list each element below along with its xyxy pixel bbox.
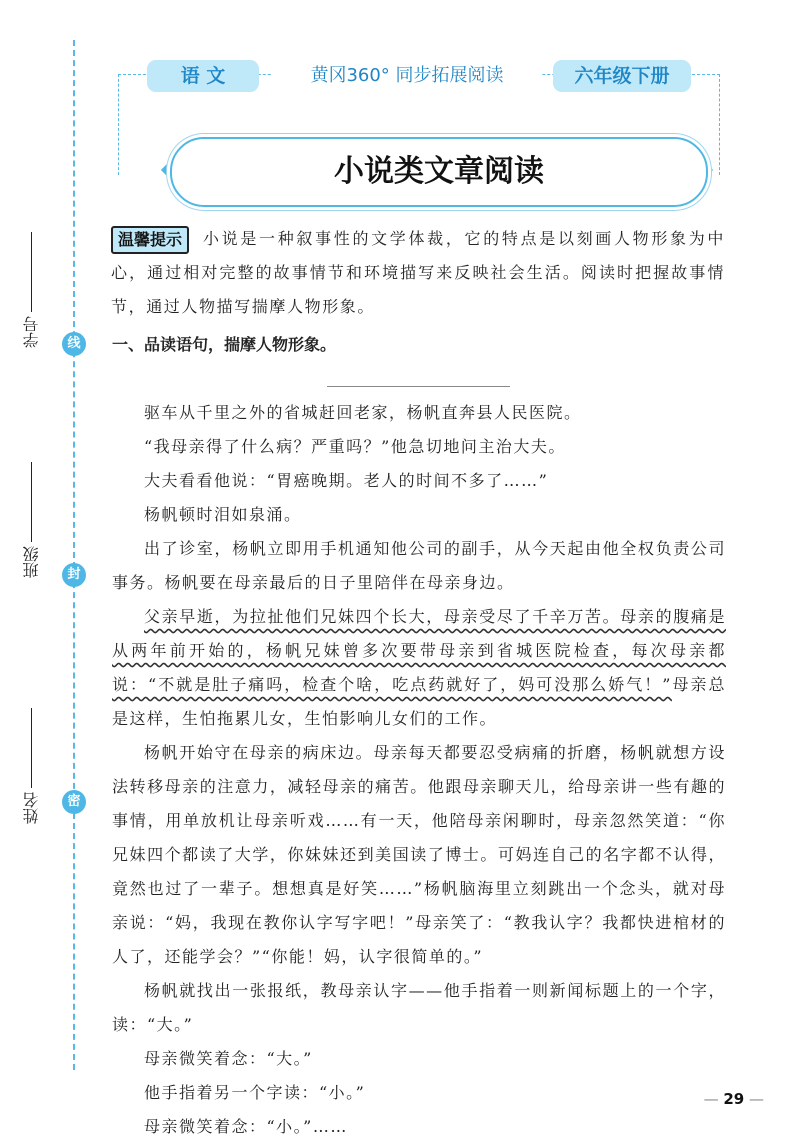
student-number-label: 学号 bbox=[22, 316, 41, 348]
story-paragraph-7: 杨帆开始守在母亲的病床边。母亲每天都要忍受病痛的折磨，杨帆就想方设法转移母亲的注意力，减轻母亲的痛苦。他跟母亲聊天儿，给母亲讲一些有趣的事情，用单放机让母亲听戏……有一天，他陪母亲闲聊时，母亲忽然笑道：“你兄妹四个都读了大学，你妹妹还到美国读了博士。可妈连自己的名字都不认得，竟然也过了一辈子。想想真是好笑……”杨帆脑海里立刻跳出一个念头，就对母亲说：“妈，我现在教你认字写字吧！”母亲笑了：“教我认字？我都快进棺材的人了，还能学会？”“你能！妈，认字很简单的。” bbox=[112, 743, 726, 966]
binding-dashed-line bbox=[73, 40, 75, 1070]
tip-label: 温馨提示 bbox=[111, 226, 189, 254]
story-paragraph-2: “我母亲得了什么病？严重吗？”他急切地问主治大夫。 bbox=[144, 437, 566, 456]
story-paragraph-3: 大夫看看他说：“胃癌晚期。老人的时间不多了……” bbox=[144, 471, 549, 490]
student-number-blank bbox=[32, 232, 33, 312]
page-title: 小说类文章阅读 bbox=[170, 137, 708, 207]
name-label: 姓名 bbox=[22, 792, 41, 824]
cut-mark-secret: 密 bbox=[62, 790, 86, 814]
story-paragraph-9: 母亲微笑着念：“大。” bbox=[144, 1049, 313, 1068]
underlined-passage: 父亲早逝，为拉扯他们兄妹四个长大，母亲受尽了千辛万苦。母亲的腹痛是从两年前开始的，杨帆兄妹曾多次要带母亲到省城医院检查，每次母亲都说：“不就是肚子痛吗，检查个啥，吃点药就好了，妈可没那么娇气！” bbox=[112, 607, 726, 694]
name-field bbox=[20, 708, 46, 824]
subject-badge: 语 文 bbox=[147, 60, 259, 92]
story-paragraph-1: 驱车从千里之外的省城赶回老家，杨帆直奔县人民医院。 bbox=[144, 403, 582, 422]
grade-badge: 六年级下册 bbox=[553, 60, 691, 92]
story-paragraph-4: 杨帆顿时泪如泉涌。 bbox=[144, 505, 302, 524]
story-paragraph-6-rest: 母亲总是这样，生怕拖累儿女，生怕影响儿女们的工作。 bbox=[112, 675, 726, 728]
cut-mark-seal: 封 bbox=[62, 563, 86, 587]
story-paragraph-8: 杨帆就找出一张报纸，教母亲认字——他手指着一则新闻标题上的一个字，读：“大。” bbox=[112, 981, 726, 1034]
cut-mark-line: 线 bbox=[62, 332, 86, 356]
tip-text: 小说是一种叙事性的文学体裁，它的特点是以刻画人物形象为中心，通过相对完整的故事情节和环境描写来反映社会生活。阅读时把握故事情节，通过人物描写揣摩人物形象。 bbox=[111, 229, 725, 316]
name-blank bbox=[32, 708, 33, 788]
student-number-field bbox=[20, 232, 46, 348]
story-paragraph-6 bbox=[112, 600, 726, 736]
series-title: 黄冈360° 同步拓展阅读 bbox=[272, 60, 542, 92]
page-number: — 29 — bbox=[704, 1090, 764, 1108]
class-label: 班级 bbox=[22, 546, 41, 578]
story-paragraph-11: 母亲微笑着念：“小。”…… bbox=[144, 1117, 348, 1136]
section-heading: 一、品读语句，揣摩人物形象。 bbox=[112, 335, 337, 354]
story-paragraph-10: 他手指着另一个字读：“小。” bbox=[144, 1083, 366, 1102]
class-blank bbox=[32, 462, 33, 542]
story-paragraph-5: 出了诊室，杨帆立即用手机通知他公司的副手，从今天起由他全权负责公司事务。杨帆要在母亲最后的日子里陪伴在母亲身边。 bbox=[112, 539, 726, 592]
story-text bbox=[112, 396, 726, 1144]
story-divider bbox=[327, 386, 510, 387]
class-field bbox=[20, 462, 46, 578]
